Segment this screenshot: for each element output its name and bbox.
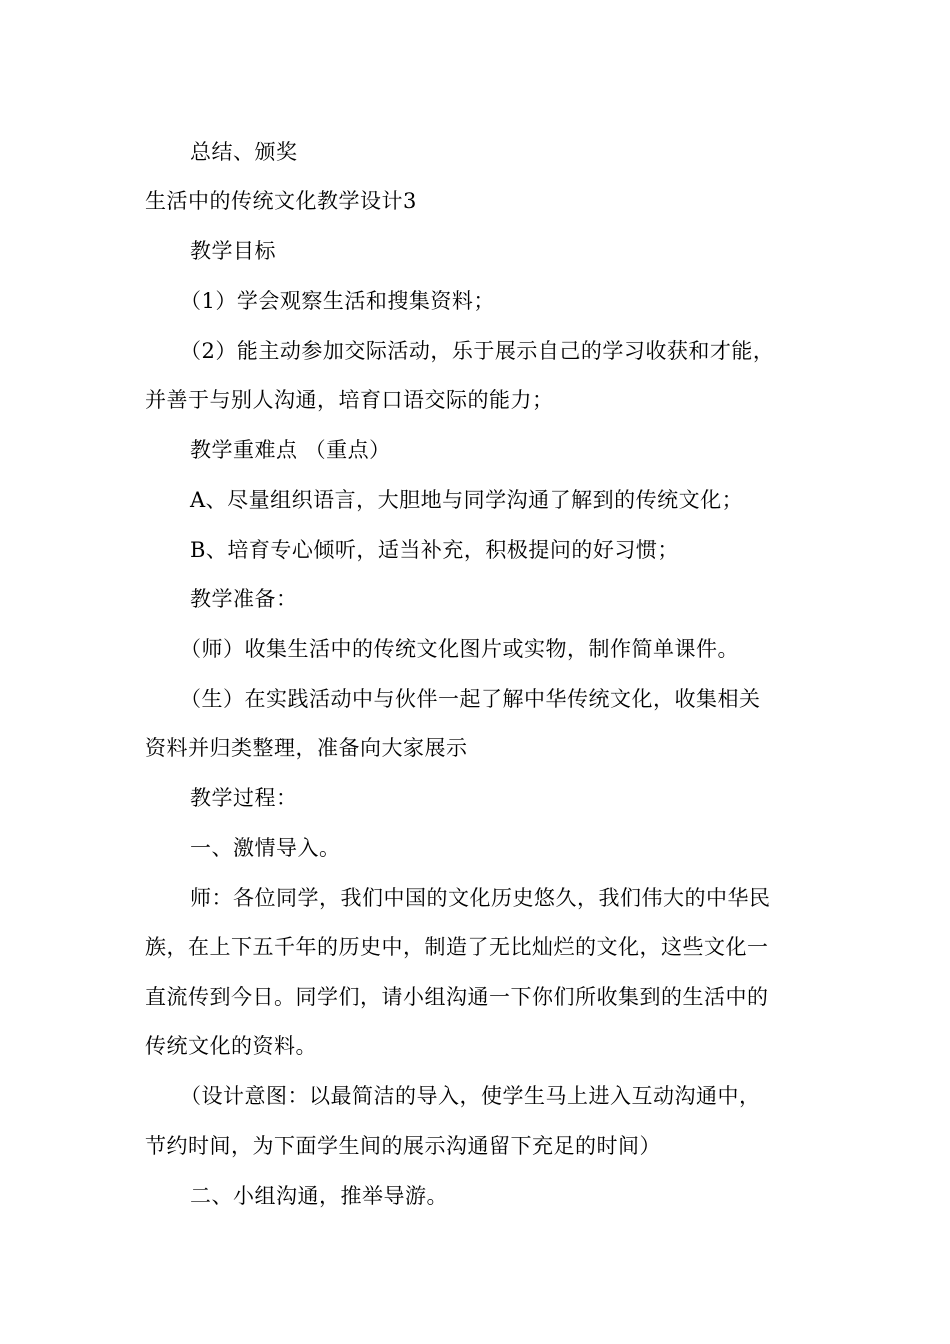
text-line-teacher-speech-1: 师：各位同学，我们中国的文化历史悠久，我们伟大的中华民 [190,886,771,910]
text-line-point-b: B、培育专心倾听，适当补充，积极提问的好习惯； [190,538,679,562]
text-line-key-points: 教学重难点 （重点） [190,438,391,462]
text-line-goal-2: （2）能主动参加交际活动，乐于展示自己的学习收获和才能， [180,339,775,363]
text-line-prep-student-cont: 资料并归类整理，准备向大家展示 [145,736,468,760]
text-line-design-intent-1: （设计意图：以最简洁的导入，使学生马上进入互动沟通中， [180,1084,761,1108]
text-line-process: 教学过程： [190,786,298,810]
text-line-step-2: 二、小组沟通，推举导游。 [190,1184,448,1208]
text-line-teacher-speech-2: 族，在上下五千年的历史中，制造了无比灿烂的文化，这些文化一 [145,935,769,959]
section-heading: 生活中的传统文化教学设计3 [145,189,417,213]
text-line-teacher-speech-4: 传统文化的资料。 [145,1034,317,1058]
text-line-prep-student: （生）在实践活动中与伙伴一起了解中华传统文化，收集相关 [180,687,761,711]
text-line-goal-2-cont: 并善于与别人沟通，培育口语交际的能力； [145,388,554,412]
text-line-goal-1: （1）学会观察生活和搜集资料； [180,289,495,313]
text-line-step-1: 一、激情导入。 [190,836,341,860]
text-line-prep-teacher: （师）收集生活中的传统文化图片或实物，制作简单课件。 [180,637,739,661]
text-line-design-intent-2: 节约时间，为下面学生间的展示沟通留下充足的时间） [145,1134,661,1158]
text-line-preparation: 教学准备： [190,587,298,611]
text-line-teaching-goals: 教学目标 [190,239,276,263]
text-line-teacher-speech-3: 直流传到今日。同学们，请小组沟通一下你们所收集到的生活中的 [145,985,769,1009]
text-line-point-a: A、尽量组织语言，大胆地与同学沟通了解到的传统文化； [190,488,744,512]
text-line-summary-award: 总结、颁奖 [190,140,298,164]
